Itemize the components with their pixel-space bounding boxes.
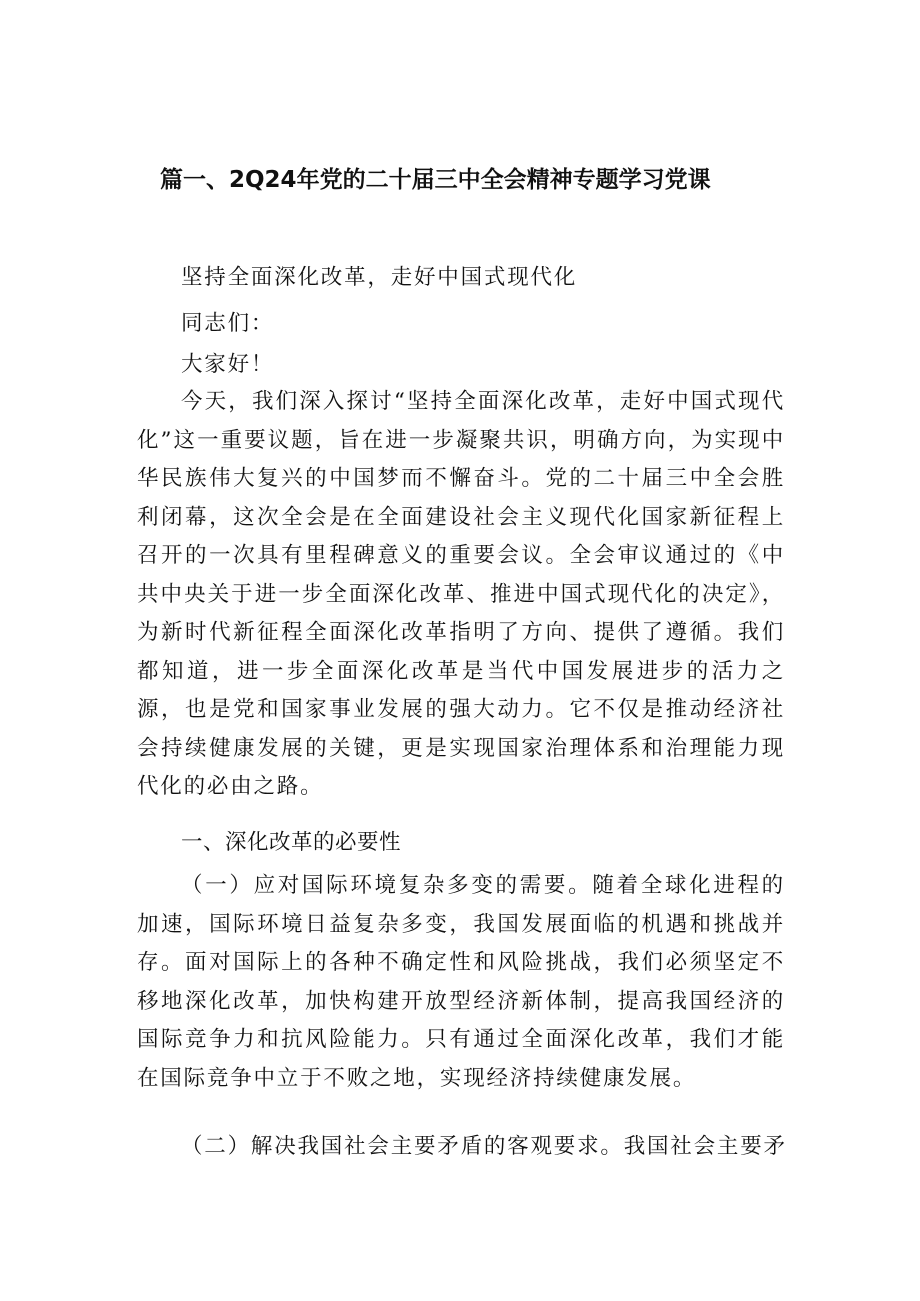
salutation: 同志们： <box>181 311 275 336</box>
document-title: 篇一、2Q24年党的二十届三中全会精神专题学习党课 <box>160 167 711 193</box>
subsection-2-paragraph: （二）解决我国社会主要矛盾的客观要求。我国社会主要矛 <box>181 1134 787 1159</box>
section-heading: 一、深化改革的必要性 <box>181 830 402 855</box>
greeting: 大家好！ <box>181 352 275 377</box>
lecture-subtitle: 坚持全面深化改革，走好中国式现代化 <box>181 265 578 290</box>
subsection-1-paragraph: （一）应对国际环境复杂多变的需要。随着全球化进程的加速，国际环境日益复杂多变，我国发展面临的机遇和挑战并存。面对国际上的各种不确定性和风险挑战，我们必须坚定不移地深化改革，加快构建开放型经济新体制，提高我国经济的国际竞争力和抗风险能力。只有通过全面深化改革，我们才能在国际竞争中立于不败之地，实现经济持续健康发展。 <box>137 873 785 1091</box>
intro-paragraph: 今天，我们深入探讨“坚持全面深化改革，走好中国式现代化”这一重要议题，旨在进一步凝聚共识，明确方向，为实现中华民族伟大复兴的中国梦而不懈奋斗。党的二十届三中全会胜利闭幕，这次全会是在全面建设社会主义现代化国家新征程上召开的一次具有里程碑意义的重要会议。全会审议通过的《中共中央关于进一步全面深化改革、推进中国式现代化的决定》，为新时代新征程全面深化改革指明了方向、提供了遵循。我们都知道，进一步全面深化改革是当代中国发展进步的活力之源，也是党和国家事业发展的强大动力。它不仅是推动经济社会持续健康发展的关键，更是实现国家治理体系和治理能力现代化的必由之路。 <box>137 389 785 799</box>
